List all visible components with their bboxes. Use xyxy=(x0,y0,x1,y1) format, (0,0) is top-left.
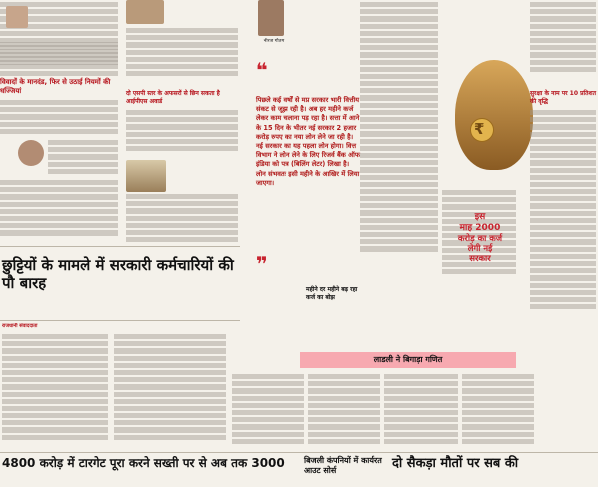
loan-subhead: महीने दर महीने बढ़ रहा कर्ज का बोझ xyxy=(306,286,358,301)
byline: राजधानी संवाददाता xyxy=(2,323,38,329)
center-left-text-2 xyxy=(126,108,238,156)
headline-center-mid: दो एसपी स्तर के अफसरों से छिन सकता है आईपीएस अवार्ड xyxy=(126,90,220,105)
money-box-line3: करोड़ का कर्ज xyxy=(457,234,503,244)
bottom-mid-headline: बिजली कंपनियों में कार्यरत आउट सोर्स xyxy=(304,456,382,475)
money-box-line1: इस xyxy=(474,212,486,222)
photo-building xyxy=(126,160,166,192)
left-col-text-2 xyxy=(0,98,118,138)
photo-top-left xyxy=(6,6,28,28)
money-box-line4: लेगी नई xyxy=(467,244,493,254)
highlight-box-col3 xyxy=(384,372,458,452)
left-col-text-3 xyxy=(48,138,118,178)
money-box-line5: सरकार xyxy=(469,254,491,264)
money-bag-illustration xyxy=(455,60,533,170)
highlight-box-title: लाडली ने बिगाड़ा गणित xyxy=(300,352,516,368)
money-loan-box xyxy=(445,212,515,272)
right-col-text-1 xyxy=(530,0,596,88)
lower-text-col2 xyxy=(114,332,226,448)
bottom-right-headline: दो सैकड़ा मौतों पर सब की xyxy=(392,456,519,471)
left-col-text-1 xyxy=(0,40,118,80)
lower-text-col1 xyxy=(2,332,108,448)
right-col-text-2 xyxy=(530,108,596,338)
center-left-text-1 xyxy=(126,26,238,86)
photo-center-top xyxy=(126,0,164,24)
banner-rule-bottom xyxy=(0,320,240,321)
highlight-box-col1 xyxy=(232,372,304,452)
left-col-text-4 xyxy=(0,178,118,248)
quote-mark-bottom: ❞ xyxy=(256,252,268,276)
highlight-box-col2 xyxy=(308,372,380,452)
headline-left-upper: विवादों के मानदंड, फिर से उठाई नियमों की धज्जियां xyxy=(0,78,111,95)
headline-right-box: सुरक्षा के नाम पर 10 प्रतिशत की वृद्धि xyxy=(530,90,596,105)
highlight-box-col4 xyxy=(462,372,534,452)
center-left-text-3 xyxy=(126,192,238,248)
feature-text-col1 xyxy=(360,0,438,286)
money-box-line2: माह 2000 xyxy=(459,223,501,233)
person-caption: नीरज गौतम xyxy=(263,39,285,44)
bottom-left-headline: 4800 करोड़ में टारगेट पूरा करने सख्ती पर से अब तक 3000 xyxy=(2,456,285,470)
bottom-rule xyxy=(0,452,598,453)
main-banner-headline: छुट्टियों के मामले में सरकारी कर्मचारियों की पौ बारह xyxy=(2,256,234,292)
banner-rule-top xyxy=(0,246,240,247)
photo-person-neeraj xyxy=(258,0,284,36)
photo-left-person xyxy=(18,140,44,166)
quote-block: पिछले कई वर्षों से मप्र सरकार भारी वित्तीय संकट से जूझ रही है। अब हर महीने कर्ज लेकर काम चलाना पड़ रहा है। सत्ता में आने के 15 दिन के भीतर नई सरकार 2 हजार करोड़ रुपए का नया लोन लेने जा रही है। नई सरकार का यह पहला लोन होगा। वित्त विभाग ने लोन लेने के लिए रिजर्व बैंक ऑफ इंडिया को पत्र (बिलिंग लेटर) लिखा है। लोन संभवतः इसी महीने के आखिर में लिया जाएगा। xyxy=(256,96,360,187)
rupee-icon: ₹ xyxy=(474,120,485,138)
quote-mark-top: ❝ xyxy=(256,58,268,82)
